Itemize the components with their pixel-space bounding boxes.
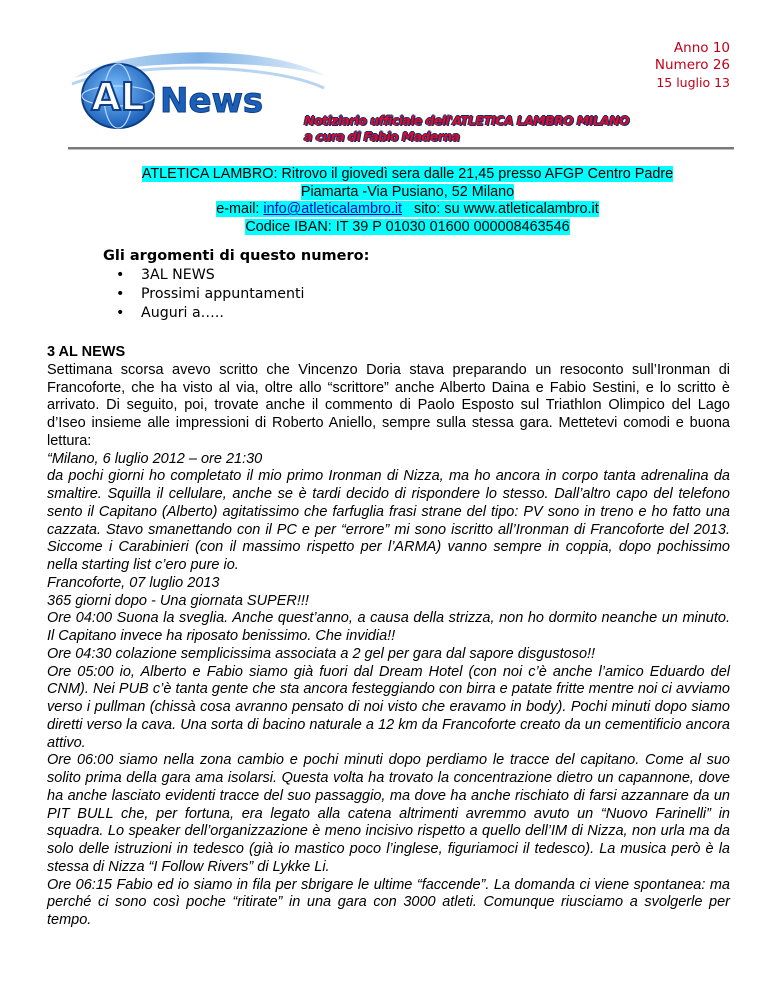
logo-text-al: AL bbox=[91, 75, 145, 119]
bullet-icon: • bbox=[116, 286, 125, 302]
masthead-tagline bbox=[304, 113, 644, 145]
article-paragraph: Ore 06:00 siamo nella zona cambio e pochi minuti dopo perdiamo le tracce del capitano. Come al suo solito prima della gara ama isolarsi. Questa volta ha trovato la concentrazione dietro un capannone, dove ha anche lasciato evidenti tracce del suo passaggio, ma dove ha anche rischiato di farsi azzannare da un PIT BULL che, per fortuna, era legato alla catena altrimenti avremmo avuto un “Nuovo Farinelli” in squadra. Lo speaker dell’organizzazione è meno incisivo rispetto a quello dell’IM di Nizza, non urla ma da solo delle istruzioni in tedesco (già io mastico poco l’inglese, figuriamoci il tedesco). La musica però è la stessa di Nizza “I Follow Rivers” di Lykke Li. bbox=[47, 752, 730, 875]
bullet-icon: • bbox=[116, 267, 125, 283]
tagline-line2: a cura di Fabio Maderna bbox=[304, 129, 460, 144]
info-line1: ATLETICA LAMBRO: Ritrovo il giovedì sera dalle 21,45 presso AFGP Centro Padre bbox=[141, 166, 674, 182]
article-paragraph: 365 giorni dopo - Una giornata SUPER!!! bbox=[47, 592, 309, 609]
tagline-line1: Notiziario ufficiale dell'ATLETICA LAMBRO MILANO bbox=[304, 113, 629, 128]
email-link[interactable]: info@atleticalambro.it bbox=[263, 201, 403, 217]
iban-text: Codice IBAN: IT 39 P 01030 01600 000008463546 bbox=[245, 218, 570, 235]
topics-list bbox=[103, 266, 603, 323]
article-paragraph: Ore 04:30 colazione semplicissima associata a 2 gel per gara dal sapore disgustoso!! bbox=[47, 645, 596, 662]
list-item: • Prossimi appuntamenti bbox=[116, 286, 305, 302]
logo-text-news: News bbox=[160, 81, 264, 121]
article-paragraph: Ore 05:00 io, Alberto e Fabio siamo già fuori dal Dream Hotel (con noi c’è anche l’amico Eduardo del CNM). Nei PUB c’è tanta gente che sta ancora festeggiando con birra e patate fritte mentre noi ci avviamo verso i pullman (chissà cosa avranno pensato di noi visto che eravamo in body). Pochi minuti dopo siamo diretti verso la cava. Una sorta di bacino naturale a 12 km da Francoforte creato da un cementificio ancora attivo. bbox=[47, 663, 730, 751]
email-label: e-mail: bbox=[216, 201, 264, 217]
site-text: sito: su www.atleticalambro.it bbox=[402, 201, 599, 217]
club-info bbox=[110, 166, 705, 236]
al-news-logo bbox=[68, 48, 328, 138]
info-line2: Piamarta -Via Pusiano, 52 Milano bbox=[300, 183, 515, 200]
header-divider bbox=[68, 147, 734, 150]
issue-number: Numero 26 bbox=[654, 57, 730, 73]
bullet-icon: • bbox=[116, 305, 125, 321]
list-item: • 3AL NEWS bbox=[116, 267, 215, 283]
topics-section bbox=[103, 247, 603, 323]
issue-year: Anno 10 bbox=[673, 40, 730, 56]
issue-date: 15 luglio 13 bbox=[656, 75, 730, 90]
article-paragraph: Ore 06:15 Fabio ed io siamo in fila per sbrigare le ultime “faccende”. La domanda ci viene spontanea: ma perché ci sono così poche “ritirate” in una gara con 3000 atleti. Comunque riusciamo a svolgerle per tempo. bbox=[47, 876, 730, 928]
article bbox=[47, 344, 730, 930]
article-paragraph: “Milano, 6 luglio 2012 – ore 21:30 bbox=[47, 450, 263, 467]
article-paragraph: da pochi giorni ho completato il mio primo Ironman di Nizza, ma ho ancora in corpo tanta adrenalina da smaltire. Squilla il cellulare, anche se è tardi decido di rispondere lo stesso. Dall’altro capo del telefono sento il Capitano (Alberto) agitatissimo che farfuglia frasi strane del tipo: PV sono in treno e ho fatto una cazzata. Stavo smanettando con il PC e per “errore” mi sono iscritto all’Ironman di Francoforte del 2013. Siccome i Carabinieri (con il massimo rispetto per l’ARMA) vanno sempre in coppia, dopo pochissimo nella starting list c’ero pure io. bbox=[47, 468, 730, 573]
article-heading: 3 AL NEWS bbox=[47, 344, 126, 360]
article-paragraph: Ore 04:00 Suona la sveglia. Anche quest’anno, a causa della strizza, non ho dormito neanche un minuto. Il Capitano invece ha riposato benissimo. Che invidia!! bbox=[47, 610, 730, 644]
article-intro: Settimana scorsa avevo scritto che Vincenzo Doria stava preparando un resoconto sull’Ironman di Francoforte, che ha visto al via, oltre allo “scrittore” anche Alberto Daina e Fabio Sestini, e lo scritto è arrivato. Di seguito, poi, trovate anche il commento di Paolo Esposto sul Triathlon Olimpico del Lago d’Iseo insieme alle impressioni di Roberto Aniello, sempre sulla stessa gara. Mettetevi comodi e buona lettura: bbox=[47, 361, 730, 449]
issue-info bbox=[655, 40, 730, 91]
article-paragraph: Francoforte, 07 luglio 2013 bbox=[47, 574, 220, 591]
topics-heading: Gli argomenti di questo numero: bbox=[103, 248, 370, 264]
list-item: • Auguri a….. bbox=[116, 305, 224, 321]
